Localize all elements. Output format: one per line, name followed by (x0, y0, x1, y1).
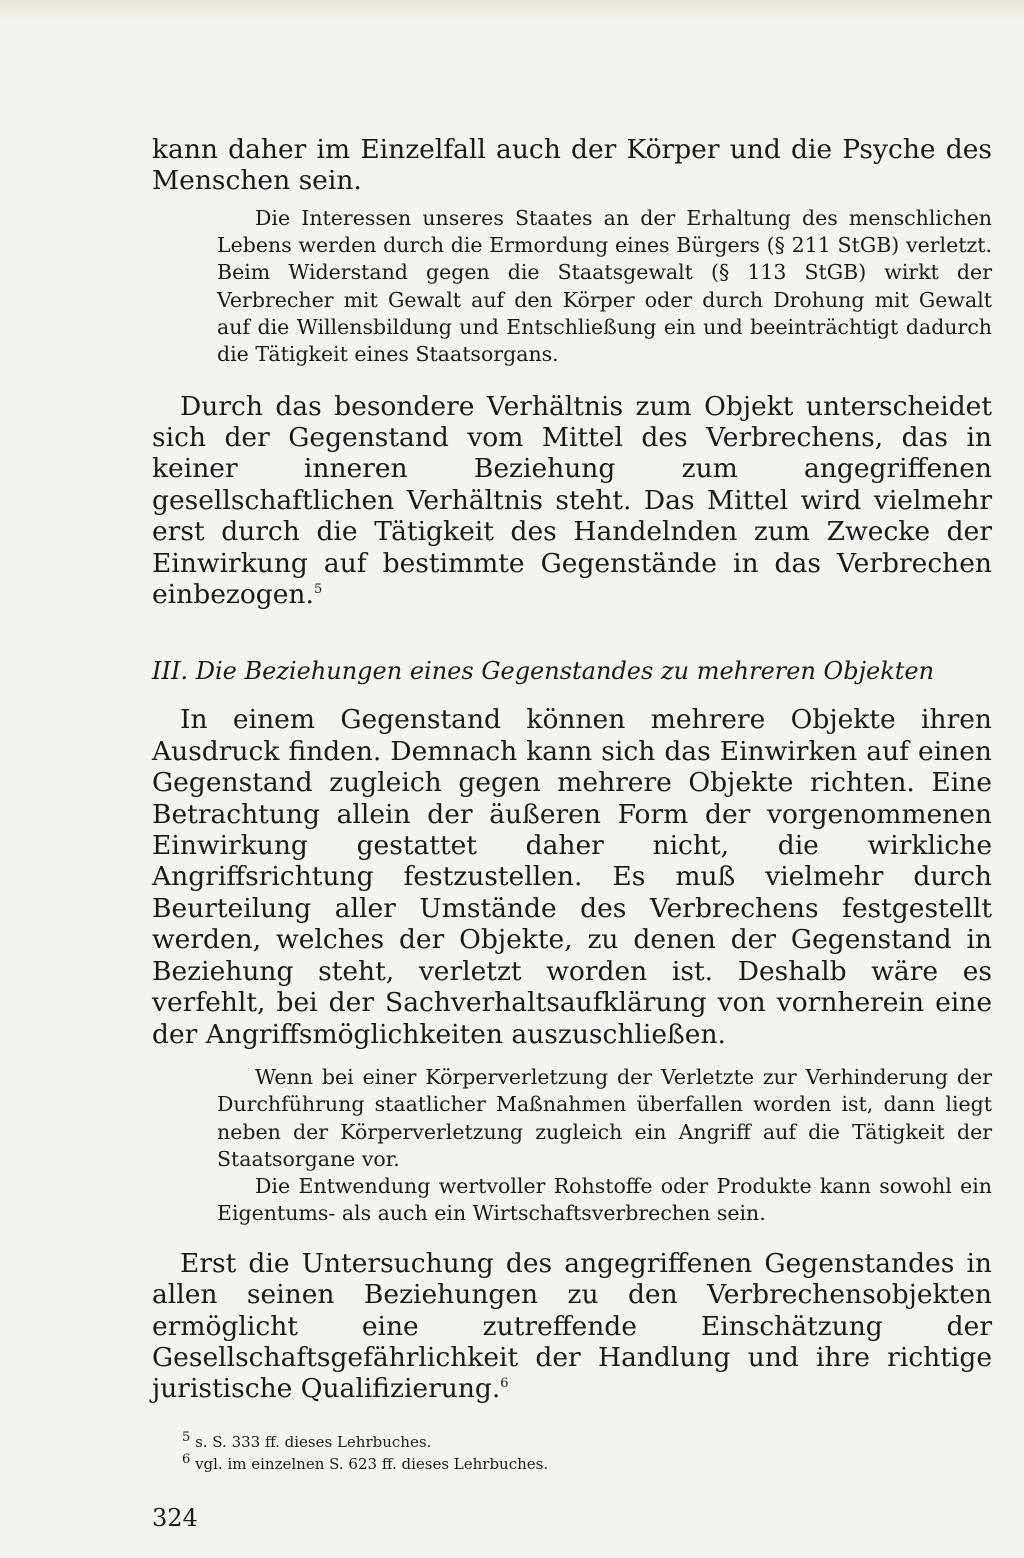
footnote-ref-6: 6 (500, 1376, 509, 1392)
page-number: 324 (152, 1503, 198, 1532)
section-heading: III. Die Beziehungen eines Gegenstandes zu mehreren Objekten (152, 657, 935, 686)
example-theft: Die Entwendung wertvoller Rohstoffe oder Produkte kann sowohl ein Eigentums- als auch ein Wirtschaftsverbrechen sein. (217, 1174, 992, 1226)
example-murder: Die Interessen unseres Staates an der Erhaltung des menschlichen Lebens werden durch die Ermordung eines Bürgers (§ 211 StGB) verletzt. Beim Widerstand gegen die Staatsgewalt (§ 113 StGB) wirkt der Verbrecher mit Gewalt auf den Körper oder durch Drohung mit Gewalt auf die Willensbildung und Entschließung ein und beeinträchtigt dadurch die Tätigkeit eines Staatsorgans. (217, 205, 992, 367)
footnote-5 (182, 1431, 992, 1453)
footnote-6 (182, 1453, 992, 1475)
footnote-mark: 5 (182, 1429, 191, 1445)
footnotes (152, 1431, 992, 1475)
footnote-text: s. S. 333 ff. dieses Lehrbuches. (195, 1432, 432, 1451)
paragraph-continued: kann daher im Einzelfall auch der Körper und die Psyche des Menschen sein. (152, 134, 992, 197)
paragraph-multiple-objects: In einem Gegenstand können mehrere Objekte ihren Ausdruck finden. Demnach kann sich das Einwirken auf einen Gegenstand zugleich gegen mehrere Objekte richten. Eine Betrachtung allein der äußeren Form der vorgenommenen Einwirkung gestattet daher nicht, die wirkliche Angriffsrichtung festzustellen. Es muß vielmehr durch Beurteilung aller Umstände des Verbrechens festgestellt werden, welches der Objekte, zu denen der Gegenstand in Beziehung steht, verletzt worden ist. Deshalb wäre es verfehlt, bei der Sachverhaltsaufklärung von vornherein eine der Angriffsmöglichkeiten auszuschließen. (152, 704, 992, 1050)
example-bodily-harm: Wenn bei einer Körperverletzung der Verletzte zur Verhinderung der Durchführung staatlicher Maßnahmen überfallen worden ist, dann liegt neben der Körperverletzung zugleich ein Angriff auf die Tätigkeit der Staatsorgane vor. (217, 1064, 992, 1171)
paragraph-text: Erst die Untersuchung des angegriffenen Gegenstandes in allen seinen Beziehungen zu den Verbrechensobjekten ermöglicht eine zutreffende Einschätzung der Gesellschaftsgefährlichkeit der Handlung und ihre richtige juristische Qualifizierung. (152, 1247, 992, 1405)
paragraph-object-means (152, 391, 992, 611)
footnote-ref-5: 5 (313, 582, 323, 598)
paragraph-conclusion (152, 1248, 992, 1405)
footnote-text: vgl. im einzelnen S. 623 ff. dieses Lehrbuches. (195, 1454, 549, 1473)
book-page (152, 134, 992, 1533)
scan-edge (0, 0, 1024, 22)
paragraph-text: Durch das besondere Verhältnis zum Objekt unterscheidet sich der Gegenstand vom Mittel des Verbrechens, das in keiner inneren Beziehung zum angegriffenen gesellschaftlichen Verhältnis steht. Das Mittel wird vielmehr erst durch die Tätigkeit des Handelnden zum Zwecke der Einwirkung auf bestimmte Gegenstände in das Verbrechen einbezogen. (152, 390, 992, 611)
footnote-mark: 6 (182, 1451, 191, 1467)
